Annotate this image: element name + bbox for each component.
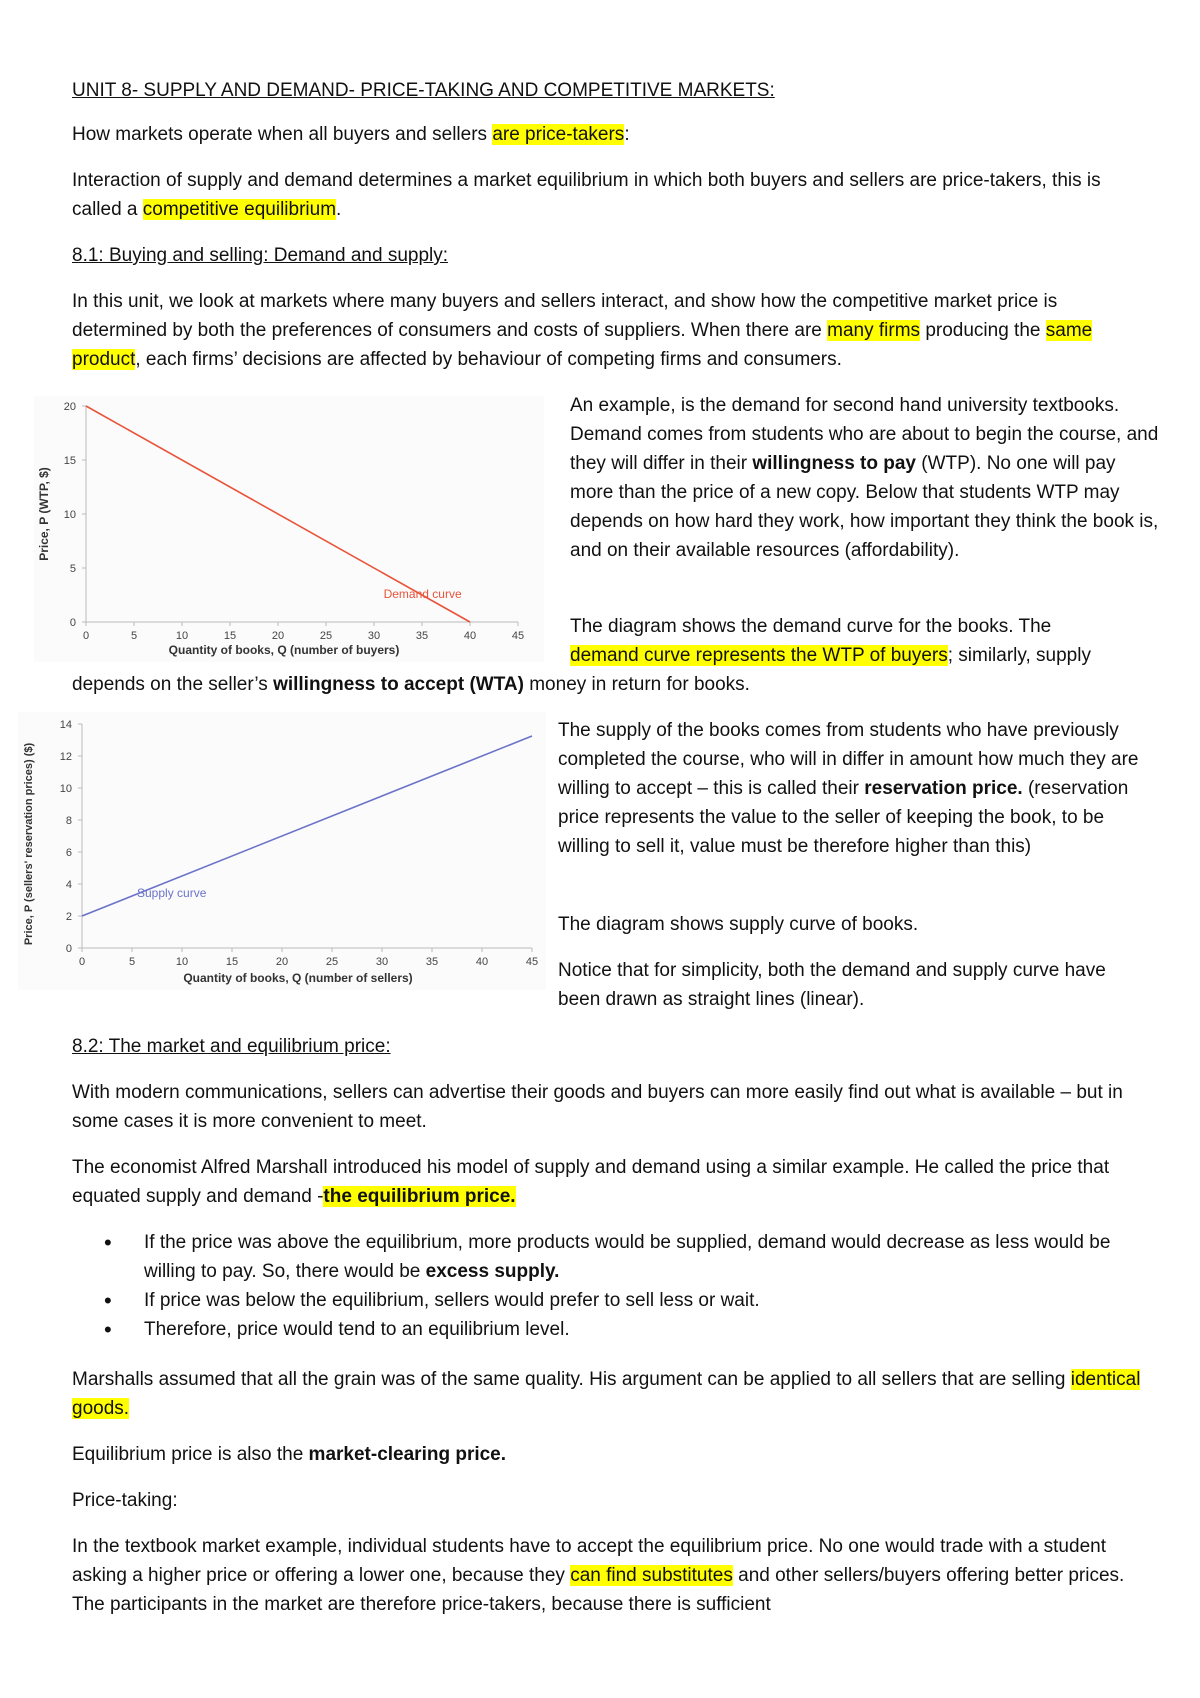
y-tick-label: 8: [65, 815, 72, 827]
paragraph-diagram-demand: The diagram shows the demand curve for the books. The: [570, 616, 1052, 637]
x-tick-label: 25: [319, 630, 333, 642]
highlight-can-find-substitutes: can find substitutes: [570, 1565, 733, 1586]
paragraph-textbook-demand: An example, is the demand for second hand university textbooks. Demand comes from students who are about to begin the course, and they will differ in their willingness to pay (WTP). No one will pay more than the price of a new copy. Below that students WTP may depends on how hard they work, how important they think the book is, and on their available resources (affordability).: [570, 395, 1159, 561]
paragraph-competitive-equilibrium: Interaction of supply and demand determines a market equilibrium in which both buyers and sellers are price-takers, this is called a competitive equilibrium.: [72, 170, 1101, 220]
y-tick-label: 10: [59, 783, 72, 795]
x-tick-label: 40: [475, 956, 489, 968]
list-item: • Therefore, price would tend to an equilibrium level.: [72, 1315, 1152, 1344]
x-axis-label: Quantity of books, Q (number of buyers): [168, 643, 400, 657]
document-title: UNIT 8- SUPPLY AND DEMAND- PRICE-TAKING AND COMPETITIVE MARKETS:: [72, 80, 775, 101]
paragraph-diagram-demand-line2: demand curve represents the WTP of buyers; similarly, supply: [570, 645, 1091, 666]
list-item: • If price was below the equilibrium, sellers would prefer to sell less or wait.: [72, 1286, 1152, 1315]
subheading-price-taking: Price-taking:: [72, 1490, 178, 1511]
x-tick-label: 15: [223, 630, 237, 642]
y-tick-label: 6: [65, 847, 72, 859]
highlight-many-firms: many firms: [827, 320, 921, 341]
y-tick-label: 10: [63, 509, 76, 521]
y-tick-label: 12: [59, 751, 72, 763]
x-tick-label: 20: [275, 956, 289, 968]
y-tick-label: 15: [63, 455, 76, 467]
y-tick-label: 20: [63, 401, 76, 413]
list-item: • If the price was above the equilibrium, more products would be supplied, demand would decrease as less would be willing to pay. So, there would be excess supply.: [72, 1228, 1152, 1286]
paragraph-market-clearing: Equilibrium price is also the market-clearing price.: [72, 1444, 507, 1465]
highlight-identical-goods: identical goods.: [72, 1369, 1141, 1419]
paragraph-reservation-price: The supply of the books comes from students who have previously completed the course, who will in differ in amount how much they are willing to accept – this is called their reservation price. (reservation price represents the value to the seller of keeping the book, to be willing to sell it, value must be therefore higher than this): [558, 720, 1139, 857]
supply-curve-label: Supply curve: [137, 885, 207, 900]
x-tick-label: 10: [175, 630, 189, 642]
x-tick-label: 15: [225, 956, 239, 968]
y-tick-label: 5: [69, 563, 76, 575]
y-axis-label: Price, P (WTP, $): [37, 467, 51, 561]
paragraph-marshall: The economist Alfred Marshall introduced his model of supply and demand using a similar example. He called the price that equated supply and demand -the equilibrium price.: [72, 1157, 1110, 1207]
x-tick-label: 40: [463, 630, 477, 642]
paragraph-many-firms: In this unit, we look at markets where many buyers and sellers interact, and show how the competitive market price is determined by both the preferences of consumers and costs of suppliers. When there are many firms producing the same product, each firms’ decisions are affected by behaviour of competing firms and consumers.: [72, 291, 1093, 370]
y-tick-label: 2: [65, 911, 72, 923]
x-tick-label: 30: [367, 630, 381, 642]
highlight-demand-wtp: demand curve represents the WTP of buyers: [570, 645, 948, 666]
x-tick-label: 5: [130, 630, 138, 642]
y-tick-label: 14: [59, 719, 72, 731]
paragraph-modern-communications: With modern communications, sellers can advertise their goods and buyers can more easily find out what is available – but in some cases it is more convenient to meet.: [72, 1082, 1123, 1132]
x-tick-label: 10: [175, 956, 189, 968]
x-tick-label: 35: [425, 956, 439, 968]
x-tick-label: 35: [415, 630, 429, 642]
x-tick-label: 0: [82, 630, 90, 642]
demand-curve-chart: [34, 396, 544, 662]
demand-curve-label: Demand curve: [383, 587, 462, 602]
paragraph-textbook-market: In the textbook market example, individual students have to accept the equilibrium price. No one would trade with a student asking a higher price or offering a lower one, because they can find substitutes and other sellers/buyers offering better prices. The participants in the market are therefore price-takers, because there is sufficient: [72, 1536, 1125, 1615]
x-tick-label: 0: [78, 956, 86, 968]
supply-curve-chart: [18, 712, 546, 990]
section-heading-8-2: 8.2: The market and equilibrium price:: [72, 1036, 391, 1057]
x-tick-label: 5: [128, 956, 136, 968]
y-tick-label: 0: [69, 617, 76, 629]
highlight-price-takers: are price-takers: [492, 124, 625, 145]
paragraph-price-takers: How markets operate when all buyers and sellers are price-takers:: [72, 124, 630, 145]
paragraph-diagram-supply: The diagram shows supply curve of books.: [558, 914, 919, 935]
x-tick-label: 30: [375, 956, 389, 968]
x-tick-label: 20: [271, 630, 285, 642]
x-tick-label: 45: [511, 630, 525, 642]
paragraph-linear-curves: Notice that for simplicity, both the demand and supply curve have been drawn as straight lines (linear).: [558, 960, 1106, 1010]
section-heading-8-1: 8.1: Buying and selling: Demand and supply:: [72, 245, 449, 266]
bullet-list: [72, 1228, 1152, 1344]
x-tick-label: 45: [525, 956, 539, 968]
paragraph-wta: depends on the seller’s willingness to accept (WTA) money in return for books.: [72, 674, 750, 695]
y-axis-label: Price, P (sellers' reservation prices) ($): [23, 742, 35, 946]
paragraph-identical-goods: Marshalls assumed that all the grain was of the same quality. His argument can be applied to all sellers that are selling identical goods.: [72, 1369, 1141, 1419]
highlight-equilibrium-price: the equilibrium price.: [323, 1186, 516, 1207]
highlight-same-product: same product: [72, 320, 1093, 370]
y-tick-label: 4: [65, 879, 72, 891]
y-tick-label: 0: [65, 943, 72, 955]
highlight-competitive-equilibrium: competitive equilibrium: [142, 199, 337, 220]
x-tick-label: 25: [325, 956, 339, 968]
x-axis-label: Quantity of books, Q (number of sellers): [183, 971, 413, 985]
